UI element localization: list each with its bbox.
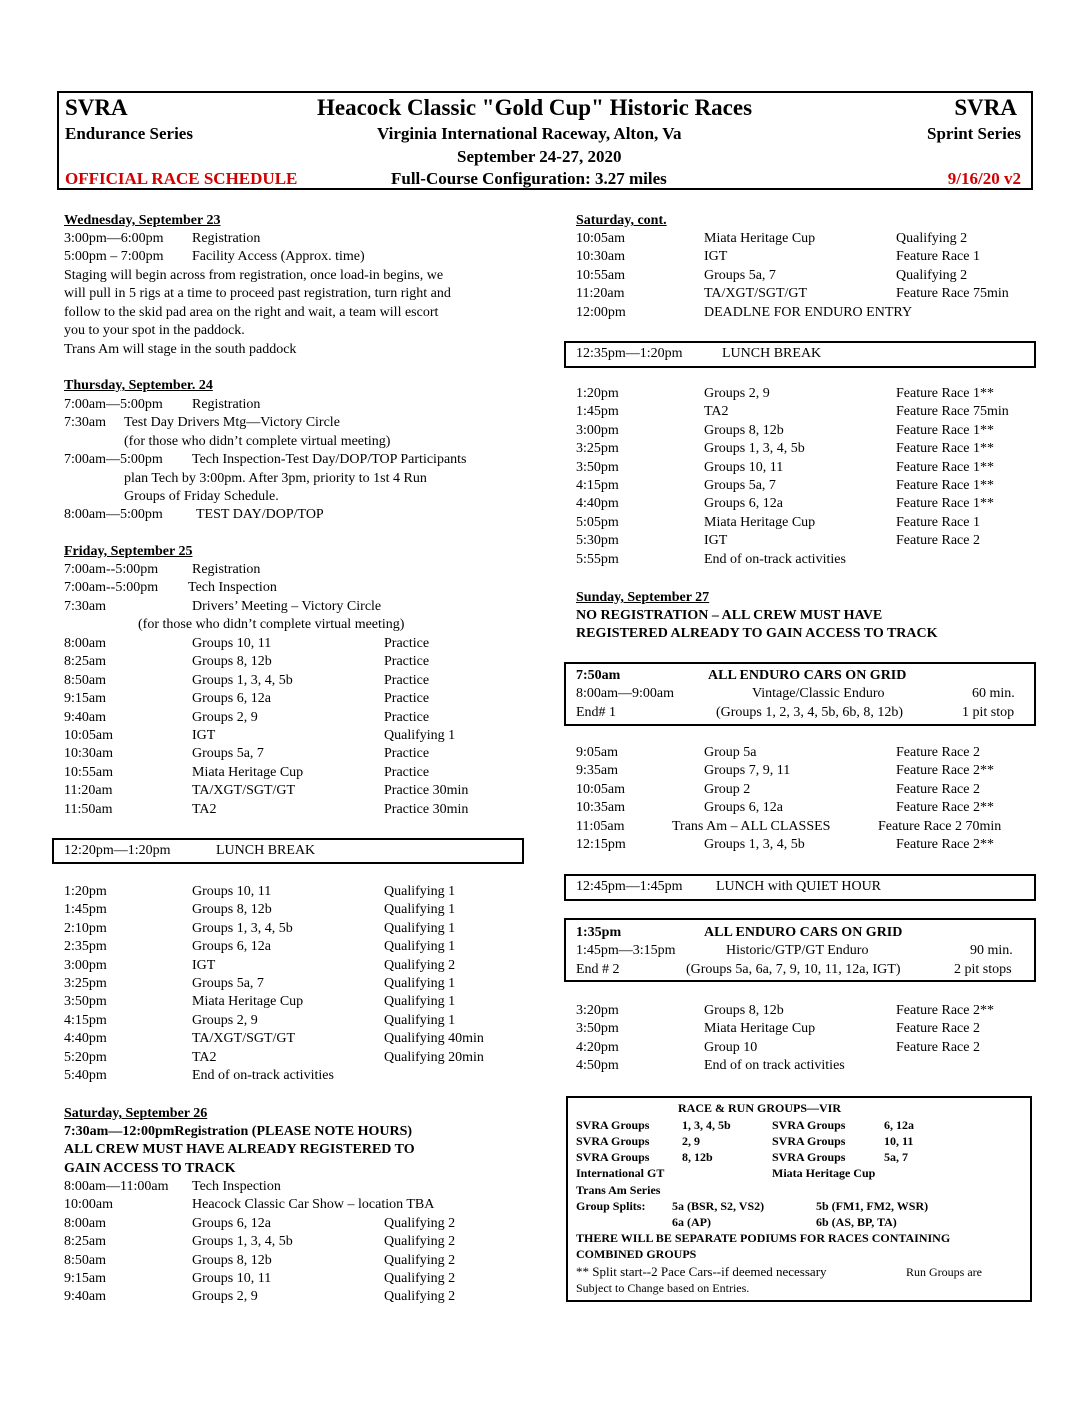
friday-session-col-2: TA/XGT/SGT/GT xyxy=(192,1031,296,1047)
enduro-1-time-col-1: 8:00am—9:00am xyxy=(576,686,674,701)
sunday-afternoon-session-col-2: Group 10 xyxy=(704,1039,758,1055)
sunday-session-col-1: 9:05am xyxy=(576,745,618,760)
legend-group-cell: Miata Heritage Cup xyxy=(772,1166,876,1180)
legend-podium-line-2: COMBINED GROUPS xyxy=(576,1247,697,1261)
saturday-session-col-3: Qualifying 2 xyxy=(384,1289,456,1305)
saturday-afternoon-session-col-1: 3:25pm xyxy=(576,441,619,457)
sunday-heading-col-1: Sunday, September 27 xyxy=(576,590,710,605)
saturday-afternoon-session-col-1: 3:50pm xyxy=(576,459,619,475)
enduro-2-grid-col-1: 1:35pm xyxy=(576,925,622,940)
sunday-afternoon-session-col-1: 4:20pm xyxy=(576,1039,619,1055)
wednesday-line-col-1: 5:00pm – 7:00pm xyxy=(64,249,164,265)
sunday-lunch-col-2: LUNCH with QUIET HOUR xyxy=(716,879,882,894)
saturday-lunch-col-2: LUNCH BREAK xyxy=(722,346,822,361)
run-groups-legend xyxy=(566,1096,1032,1302)
sunday-session-col-1: 10:05am xyxy=(576,781,625,797)
friday-session-col-3: Qualifying 2 xyxy=(384,957,456,973)
saturday-afternoon-session-col-1: 5:05pm xyxy=(576,514,619,530)
legend-podium-line-1: THERE WILL BE SEPARATE PODIUMS FOR RACES CONTAINING xyxy=(576,1231,951,1245)
left-org: SVRA xyxy=(65,95,128,120)
thursday-line-col-2: Test Day Drivers Mtg—Victory Circle xyxy=(124,415,340,431)
thursday-heading-col-1: Thursday, September. 24 xyxy=(64,378,213,393)
friday-session-col-3: Qualifying 1 xyxy=(384,902,456,918)
sunday-session-col-2: Groups 7, 9, 11 xyxy=(704,763,791,779)
friday-session-col-2: Groups 8, 12b xyxy=(192,654,272,670)
saturday-afternoon-session-col-3: Feature Race 1** xyxy=(896,386,994,401)
saturday-notice-col-1: GAIN ACCESS TO TRACK xyxy=(64,1160,236,1176)
friday-session-col-2: TA2 xyxy=(192,1049,217,1065)
venue: Virginia International Raceway, Alton, Va xyxy=(377,124,682,143)
saturday-afternoon-session-col-3: Feature Race 2 xyxy=(896,533,980,549)
friday-session-col-1: 4:15pm xyxy=(64,1012,107,1028)
enduro-2-groups-col-1: End # 2 xyxy=(576,962,620,977)
friday-session-col-3: Practice xyxy=(384,636,430,651)
saturday-cont-session-col-2: DEADLNE FOR ENDURO ENTRY xyxy=(704,304,913,320)
friday-session-col-2: Groups 6, 12a xyxy=(192,691,271,707)
legend-group-cell: SVRA Groups xyxy=(772,1134,846,1148)
thursday-line-col-2: (for those who didn’t complete virtual meeting) xyxy=(124,433,391,449)
thursday-line-col-1: 7:30am xyxy=(64,415,106,431)
friday-session-col-1: 9:40am xyxy=(64,709,106,725)
friday-session-col-2: Groups 5a, 7 xyxy=(192,976,264,991)
friday-pre-line-col-1: 7:00am--5:00pm xyxy=(64,580,159,596)
friday-session-col-2: Groups 2, 9 xyxy=(192,1012,258,1028)
sunday-afternoon-session-col-1: 3:20pm xyxy=(576,1003,619,1018)
friday-session-col-2: Groups 10, 11 xyxy=(192,636,272,651)
saturday-afternoon-session-col-2: Groups 6, 12a xyxy=(704,496,783,512)
saturday-afternoon-session-col-1: 4:15pm xyxy=(576,478,619,493)
friday-session-col-1: 9:15am xyxy=(64,691,106,707)
saturday-afternoon-session-col-1: 5:30pm xyxy=(576,533,619,549)
saturday-session-col-2: Groups 6, 12a xyxy=(192,1215,271,1231)
saturday-afternoon-session-col-3: Feature Race 1** xyxy=(896,441,994,457)
friday-session-col-2: IGT xyxy=(192,957,216,973)
saturday-session-col-3: Qualifying 2 xyxy=(384,1271,456,1286)
saturday-session-col-2: Groups 1, 3, 4, 5b xyxy=(192,1234,293,1250)
saturday-afternoon-session-col-2: TA2 xyxy=(704,404,729,420)
saturday-afternoon-session-col-3: Feature Race 1** xyxy=(896,496,994,512)
saturday-cont-session-col-1: 11:20am xyxy=(576,286,625,302)
saturday-session-col-1: 8:00am—11:00am xyxy=(64,1179,169,1194)
saturday-heading-col-1: Saturday, September 26 xyxy=(64,1106,208,1121)
enduro-2-groups-col-3: 2 pit stops xyxy=(954,962,1012,977)
saturday-session-col-1: 9:40am xyxy=(64,1289,106,1305)
enduro-2-grid-col-2: ALL ENDURO CARS ON GRID xyxy=(704,925,903,940)
friday-session-col-3: Practice xyxy=(384,691,430,707)
friday-lunch-col-2: LUNCH BREAK xyxy=(216,843,316,858)
enduro-1-groups-col-3: 1 pit stop xyxy=(962,705,1015,720)
saturday-cont-session-col-3: Qualifying 2 xyxy=(896,267,968,283)
thursday-line-col-1: 8:00am—5:00pm xyxy=(64,507,163,523)
friday-session-col-3: Qualifying 40min xyxy=(384,1031,484,1047)
saturday-cont-session-col-2: IGT xyxy=(704,249,728,265)
legend-split-5b: 5b (FM1, FM2, WSR) xyxy=(816,1199,929,1213)
sunday-session-col-2: Trans Am – ALL CLASSES xyxy=(672,818,831,834)
legend-group-cell: SVRA Groups xyxy=(772,1150,846,1164)
saturday-cont-session-col-1: 10:55am xyxy=(576,267,625,283)
saturday-session-col-2: Heacock Classic Car Show – location TBA xyxy=(192,1197,435,1213)
enduro-2-time-col-3: 90 min. xyxy=(970,943,1013,958)
sunday-session-col-2: Groups 6, 12a xyxy=(704,800,783,816)
saturday-cont-session-col-3: Qualifying 2 xyxy=(896,231,968,246)
sunday-session-col-1: 12:15pm xyxy=(576,837,626,852)
friday-session-col-3: Practice 30min xyxy=(384,801,469,817)
friday-session-col-3: Practice 30min xyxy=(384,783,469,799)
friday-session-col-1: 2:35pm xyxy=(64,939,107,955)
saturday-cont-session-col-2: TA/XGT/SGT/GT xyxy=(704,286,808,302)
enduro-2-groups-col-2: (Groups 5a, 6a, 7, 9, 10, 11, 12a, IGT) xyxy=(686,962,901,977)
wednesday-note-col-1: you to your spot in the paddock. xyxy=(64,323,245,339)
friday-session-col-1: 5:20pm xyxy=(64,1049,107,1065)
friday-session-col-1: 11:20am xyxy=(64,783,113,799)
friday-session-col-1: 11:50am xyxy=(64,801,113,817)
legend-change-note-b: Subject to Change based on Entries. xyxy=(576,1281,750,1295)
saturday-cont-heading-col-1: Saturday, cont. xyxy=(576,213,667,228)
saturday-session-col-1: 9:15am xyxy=(64,1271,106,1286)
left-series: Endurance Series xyxy=(65,124,193,143)
friday-session-col-2: IGT xyxy=(192,728,216,743)
friday-session-col-3: Qualifying 20min xyxy=(384,1049,484,1065)
sunday-session-col-2: Group 2 xyxy=(704,781,751,797)
friday-session-col-1: 8:25am xyxy=(64,654,106,670)
friday-session-col-3: Qualifying 1 xyxy=(384,994,456,1010)
friday-pre-line-col-2: (for those who didn’t complete virtual meeting) xyxy=(138,617,405,633)
saturday-afternoon-session-col-2: End of on-track activities xyxy=(704,551,846,567)
thursday-line-col-2: plan Tech by 3:00pm. After 3pm, priority to 1st 4 Run xyxy=(124,470,427,486)
friday-session-col-1: 8:50am xyxy=(64,672,106,688)
friday-session-col-2: Groups 1, 3, 4, 5b xyxy=(192,920,293,936)
sunday-afternoon-session-col-3: Feature Race 2** xyxy=(896,1003,994,1018)
saturday-lunch-col-1: 12:35pm—1:20pm xyxy=(576,346,683,361)
friday-pre-line-col-2: Registration xyxy=(192,562,261,577)
saturday-cont-session-col-2: Miata Heritage Cup xyxy=(704,231,816,246)
legend-group-cell: SVRA Groups xyxy=(772,1118,846,1132)
friday-session-col-1: 3:25pm xyxy=(64,976,107,991)
friday-pre-line-col-1: 7:30am xyxy=(64,598,106,614)
friday-session-col-3: Practice xyxy=(384,746,430,762)
legend-group-cell: 2, 9 xyxy=(682,1134,700,1148)
saturday-afternoon-session-col-2: Groups 8, 12b xyxy=(704,422,784,438)
saturday-afternoon-session-col-2: Groups 1, 3, 4, 5b xyxy=(704,441,805,457)
saturday-session-col-2: Groups 10, 11 xyxy=(192,1271,272,1286)
thursday-line-col-1: 7:00am—5:00pm xyxy=(64,452,163,468)
saturday-session-col-1: 10:00am xyxy=(64,1197,113,1213)
friday-session-col-2: TA/XGT/SGT/GT xyxy=(192,783,296,799)
sunday-session-col-2: Groups 1, 3, 4, 5b xyxy=(704,837,805,852)
friday-session-col-2: End of on-track activities xyxy=(192,1068,334,1083)
sunday-lunch-col-1: 12:45pm—1:45pm xyxy=(576,879,683,894)
saturday-session-col-3: Qualifying 2 xyxy=(384,1234,456,1250)
official-schedule-label: OFFICIAL RACE SCHEDULE xyxy=(65,169,298,188)
legend-group-cell: SVRA Groups xyxy=(576,1118,650,1132)
sunday-session-col-1: 9:35am xyxy=(576,763,618,779)
wednesday-note-col-1: will pull in 5 rigs at a time to proceed past registration, turn right and xyxy=(64,286,451,302)
sunday-afternoon-session-col-3: Feature Race 2 xyxy=(896,1039,980,1055)
friday-pre-line-col-2: Drivers’ Meeting – Victory Circle xyxy=(192,598,382,614)
saturday-afternoon-session-col-3: Feature Race 1 xyxy=(896,514,980,530)
saturday-afternoon-session-col-2: Groups 10, 11 xyxy=(704,459,784,475)
legend-group-cell: SVRA Groups xyxy=(576,1134,650,1148)
saturday-afternoon-session-col-1: 4:40pm xyxy=(576,496,619,512)
thursday-line-col-2: Tech Inspection-Test Day/DOP/TOP Participants xyxy=(192,452,467,468)
legend-split-6a: 6a (AP) xyxy=(672,1215,711,1229)
saturday-cont-session-col-1: 10:05am xyxy=(576,231,625,246)
enduro-1-groups-col-1: End# 1 xyxy=(576,705,617,720)
thursday-line-col-2: TEST DAY/DOP/TOP xyxy=(196,507,324,523)
sunday-session-col-2: Group 5a xyxy=(704,745,757,760)
sunday-afternoon-session-col-1: 3:50pm xyxy=(576,1021,619,1037)
legend-split-note: ** Split start--2 Pace Cars--if deemed necessary xyxy=(576,1264,827,1279)
friday-session-col-2: Groups 2, 9 xyxy=(192,709,258,725)
friday-session-col-1: 3:50pm xyxy=(64,994,107,1010)
saturday-notice-col-1: 7:30am—12:00pmRegistration (PLEASE NOTE HOURS) xyxy=(64,1124,413,1139)
saturday-session-col-3: Qualifying 2 xyxy=(384,1252,456,1268)
sunday-notice-col-1: NO REGISTRATION – ALL CREW MUST HAVE xyxy=(576,608,883,623)
legend-trans-am: Trans Am Series xyxy=(576,1183,661,1197)
saturday-afternoon-session-col-1: 1:20pm xyxy=(576,386,619,401)
legend-split-5a: 5a (BSR, S2, VS2) xyxy=(672,1199,765,1213)
legend-group-cell: International GT xyxy=(576,1166,665,1180)
legend-group-cell: SVRA Groups xyxy=(576,1150,650,1164)
friday-session-col-3: Qualifying 1 xyxy=(384,920,456,936)
enduro-1-groups-col-2: (Groups 1, 2, 3, 4, 5b, 6b, 8, 12b) xyxy=(716,705,904,720)
sunday-session-col-3: Feature Race 2** xyxy=(896,800,994,816)
wednesday-line-col-2: Facility Access (Approx. time) xyxy=(192,249,365,265)
friday-session-col-1: 8:00am xyxy=(64,636,106,651)
saturday-afternoon-session-col-2: Groups 5a, 7 xyxy=(704,478,776,493)
saturday-afternoon-session-col-1: 1:45pm xyxy=(576,404,619,420)
sunday-session-col-3: Feature Race 2 70min xyxy=(878,818,1002,834)
friday-session-col-1: 4:40pm xyxy=(64,1031,107,1047)
friday-heading-col-1: Friday, September 25 xyxy=(64,544,193,559)
enduro-1-time-col-3: 60 min. xyxy=(972,686,1015,701)
event-dates: September 24-27, 2020 xyxy=(457,147,622,166)
saturday-cont-session-col-3: Feature Race 1 xyxy=(896,249,980,265)
legend-split-6b: 6b (AS, BP, TA) xyxy=(816,1215,897,1229)
saturday-cont-session-col-2: Groups 5a, 7 xyxy=(704,267,776,283)
right-org: SVRA xyxy=(954,95,1017,120)
event-title: Heacock Classic "Gold Cup" Historic Races xyxy=(317,95,753,120)
enduro-1-grid-col-1: 7:50am xyxy=(576,668,621,683)
saturday-session-col-1: 8:25am xyxy=(64,1234,106,1250)
saturday-notice-col-1: ALL CREW MUST HAVE ALREADY REGISTERED TO xyxy=(64,1142,415,1158)
right-series: Sprint Series xyxy=(927,124,1021,143)
friday-pre-line-col-1: 7:00am--5:00pm xyxy=(64,562,159,577)
version-label: 9/16/20 v2 xyxy=(947,169,1021,188)
legend-group-cell: 1, 3, 4, 5b xyxy=(682,1118,731,1132)
friday-session-col-1: 10:55am xyxy=(64,764,113,780)
friday-lunch-col-1: 12:20pm—1:20pm xyxy=(64,843,171,858)
enduro-1-time-col-2: Vintage/Classic Enduro xyxy=(752,686,885,701)
friday-session-col-3: Practice xyxy=(384,709,430,725)
wednesday-note-col-1: follow to the skid pad area on the right and wait, a team will escort xyxy=(64,304,439,320)
friday-session-col-2: Miata Heritage Cup xyxy=(192,994,304,1010)
course-configuration: Full-Course Configuration: 3.27 miles xyxy=(391,169,667,188)
friday-session-col-3: Qualifying 1 xyxy=(384,976,456,991)
sunday-afternoon-session-col-2: Groups 8, 12b xyxy=(704,1003,784,1018)
saturday-cont-session-col-1: 10:30am xyxy=(576,249,625,265)
thursday-line-col-1: 7:00am—5:00pm xyxy=(64,397,163,412)
saturday-session-col-2: Groups 8, 12b xyxy=(192,1252,272,1268)
saturday-afternoon-session-col-3: Feature Race 1** xyxy=(896,422,994,438)
friday-session-col-3: Practice xyxy=(384,764,430,780)
wednesday-note-col-1: Trans Am will stage in the south paddock xyxy=(64,341,297,357)
friday-session-col-3: Qualifying 1 xyxy=(384,884,456,899)
sunday-session-col-3: Feature Race 2 xyxy=(896,745,980,760)
friday-session-col-3: Qualifying 1 xyxy=(384,1012,456,1028)
sunday-session-col-3: Feature Race 2** xyxy=(896,763,994,779)
saturday-afternoon-session-col-2: Miata Heritage Cup xyxy=(704,514,816,530)
sunday-notice-col-1: REGISTERED ALREADY TO GAIN ACCESS TO TRACK xyxy=(576,626,938,642)
sunday-session-col-3: Feature Race 2** xyxy=(896,837,994,852)
saturday-cont-session-col-3: Feature Race 75min xyxy=(896,286,1009,302)
enduro-2-time-col-2: Historic/GTP/GT Enduro xyxy=(726,943,869,958)
friday-session-col-1: 1:45pm xyxy=(64,902,107,918)
saturday-cont-session-col-1: 12:00pm xyxy=(576,304,626,320)
friday-session-col-1: 2:10pm xyxy=(64,920,107,936)
legend-group-cell: 8, 12b xyxy=(682,1150,713,1164)
sunday-afternoon-session-col-2: Miata Heritage Cup xyxy=(704,1021,816,1037)
legend-group-cell: 10, 11 xyxy=(884,1134,914,1148)
sunday-afternoon-session-col-3: Feature Race 2 xyxy=(896,1021,980,1037)
friday-session-col-2: Groups 5a, 7 xyxy=(192,746,264,762)
saturday-session-col-1: 8:50am xyxy=(64,1252,106,1268)
saturday-session-col-1: 8:00am xyxy=(64,1215,106,1231)
legend-title: RACE & RUN GROUPS—VIR xyxy=(678,1101,842,1115)
friday-session-col-1: 5:40pm xyxy=(64,1068,107,1083)
saturday-session-col-2: Tech Inspection xyxy=(192,1179,281,1194)
legend-change-note-a: Run Groups are xyxy=(906,1265,982,1279)
friday-session-col-2: Groups 10, 11 xyxy=(192,884,272,899)
legend-group-cell: 6, 12a xyxy=(884,1118,914,1132)
friday-session-col-1: 10:05am xyxy=(64,728,113,743)
sunday-session-col-1: 11:05am xyxy=(576,818,625,834)
thursday-line-col-2: Registration xyxy=(192,397,261,412)
enduro-2-time-col-1: 1:45pm—3:15pm xyxy=(576,943,676,958)
friday-pre-line-col-2: Tech Inspection xyxy=(188,580,277,596)
friday-session-col-2: TA2 xyxy=(192,801,217,817)
sunday-session-col-1: 10:35am xyxy=(576,800,625,816)
friday-session-col-3: Practice xyxy=(384,672,430,688)
saturday-afternoon-session-col-2: IGT xyxy=(704,533,728,549)
friday-session-col-1: 3:00pm xyxy=(64,957,107,973)
wednesday-line-col-2: Registration xyxy=(192,231,261,246)
friday-session-col-3: Qualifying 1 xyxy=(384,939,456,955)
saturday-afternoon-session-col-3: Feature Race 1** xyxy=(896,478,994,493)
sunday-afternoon-session-col-1: 4:50pm xyxy=(576,1058,619,1074)
saturday-afternoon-session-col-3: Feature Race 75min xyxy=(896,404,1009,420)
wednesday-note-col-1: Staging will begin across from registration, once load-in begins, we xyxy=(64,268,444,283)
sunday-afternoon-session-col-2: End of on track activities xyxy=(704,1058,845,1074)
friday-session-col-1: 1:20pm xyxy=(64,884,107,899)
friday-session-col-2: Miata Heritage Cup xyxy=(192,764,304,780)
friday-session-col-2: Groups 8, 12b xyxy=(192,902,272,918)
schedule-header xyxy=(57,91,1033,190)
legend-splits-label: Group Splits: xyxy=(576,1199,646,1213)
sunday-session-col-3: Feature Race 2 xyxy=(896,781,980,797)
thursday-line-col-2: Groups of Friday Schedule. xyxy=(124,489,279,504)
legend-group-cell: 5a, 7 xyxy=(884,1150,908,1164)
saturday-afternoon-session-col-1: 5:55pm xyxy=(576,551,619,567)
wednesday-line-col-1: 3:00pm—6:00pm xyxy=(64,231,164,246)
friday-session-col-2: Groups 6, 12a xyxy=(192,939,271,955)
friday-session-col-1: 10:30am xyxy=(64,746,113,762)
friday-session-col-3: Practice xyxy=(384,654,430,670)
wednesday-heading-col-1: Wednesday, September 23 xyxy=(64,213,221,228)
saturday-afternoon-session-col-1: 3:00pm xyxy=(576,422,619,438)
friday-session-col-2: Groups 1, 3, 4, 5b xyxy=(192,672,293,688)
saturday-afternoon-session-col-2: Groups 2, 9 xyxy=(704,386,770,401)
saturday-afternoon-session-col-3: Feature Race 1** xyxy=(896,459,994,475)
saturday-session-col-2: Groups 2, 9 xyxy=(192,1289,258,1305)
friday-session-col-3: Qualifying 1 xyxy=(384,728,456,743)
saturday-session-col-3: Qualifying 2 xyxy=(384,1215,456,1231)
enduro-1-grid-col-2: ALL ENDURO CARS ON GRID xyxy=(708,668,907,683)
